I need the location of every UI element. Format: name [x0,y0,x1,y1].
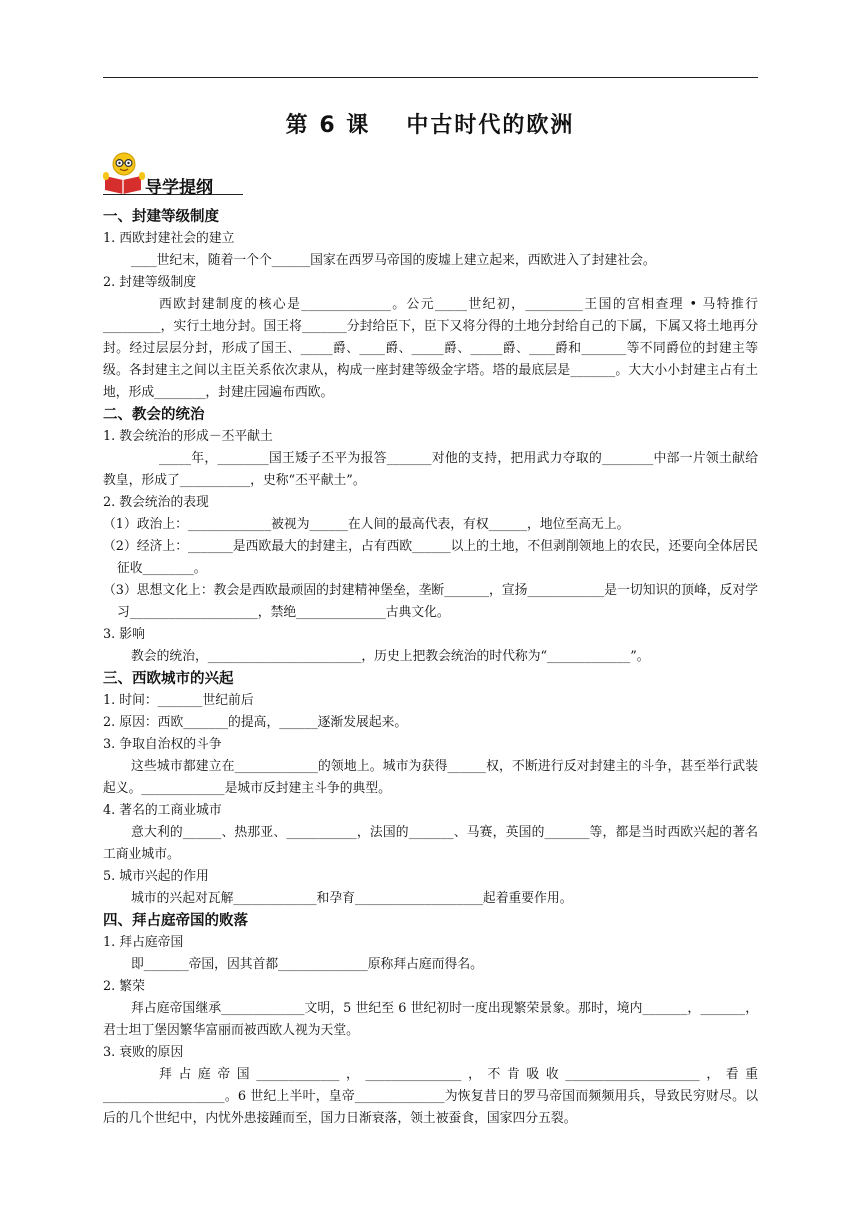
student-reading-book-icon [103,152,149,198]
subheading: 4. 著名的工商业城市 [103,803,222,818]
lesson-number: 第 6 课 [285,113,371,138]
fill-in-paragraph: 拜占庭帝国继承_____________文明，5 世纪至 6 世纪初时一度出现繁荣景象。那时，境内_______，_______，君士坦丁堡因繁华富丽而被西欧人视为天堂。 [103,1001,758,1038]
subheading: 2. 教会统治的表现 [103,495,209,510]
fill-in-paragraph: _____年，________国王矮子丕平为报答_______对他的支持，把用武力夺取的________中部一片领土献给教皇，形成了___________，史称“丕平献土”。 [103,451,758,488]
subheading: 1. 西欧封建社会的建立 [103,231,235,246]
fill-in-paragraph: （2）经济上：_______是西欧最大的封建主，占有西欧______以上的土地，不但剥削领地上的农民，还要向全体居民征收________。 [103,539,758,576]
subheading: 3. 影响 [103,627,145,642]
subheading: 1. 教会统治的形成－丕平献土 [103,429,273,444]
section-heading: 三、西欧城市的兴起 [103,671,234,687]
page-title [0,108,860,139]
section-heading: 一、封建等级制度 [103,209,219,225]
worksheet-body [103,206,758,1130]
subheading: 3. 争取自治权的斗争 [103,737,222,752]
fill-in-paragraph: （1）政治上：_____________被视为______在人间的最高代表，有权______，地位至高无上。 [103,517,630,532]
fill-in-paragraph: 这些城市都建立在_____________的领地上。城市为获得______权，不断进行反对封建主的斗争，甚至举行武装起义。_____________是城市反封建主斗争的典型。 [103,759,758,796]
fill-in-paragraph: （3）思想文化上：教会是西欧最顽固的封建精神堡垒，垄断_______，宣扬____________是一切知识的顶峰，反对学习____________________，禁绝______________古典文化。 [103,583,758,620]
subheading: 2. 封建等级制度 [103,275,197,290]
fill-in-paragraph: 城市的兴起对瓦解_____________和孕育____________________起着重要作用。 [131,891,573,906]
subheading: 5. 城市兴起的作用 [103,869,209,884]
fill-in-paragraph: 拜占庭帝国_____________，_______________，不肯吸收_____________________，看重___________________。6 世纪上半叶，皇帝______________为恢复昔日的罗马帝国而频频用兵，导致民穷财尽。以后的几个世纪中，内忧外患接踵而至，国力日渐衰落，领土被蚕食，国家四分五裂。 [103,1067,758,1126]
fill-in-paragraph: 2. 原因：西欧_______的提高，______逐渐发展起来。 [103,715,408,730]
section-banner-label: 导学提纲 [145,178,213,198]
section-heading: 四、拜占庭帝国的败落 [103,913,248,929]
subheading: 3. 衰败的原因 [103,1045,184,1060]
fill-in-paragraph: 1. 时间：_______世纪前后 [103,693,254,708]
fill-in-paragraph: ____世纪末，随着一个个______国家在西罗马帝国的废墟上建立起来，西欧进入了封建社会。 [131,253,656,268]
fill-in-paragraph: 意大利的______、热那亚、___________，法国的_______、马赛，英国的_______等，都是当时西欧兴起的著名工商业城市。 [103,825,758,862]
header-rule [103,77,758,78]
fill-in-paragraph: 西欧封建制度的核心是______________。公元_____世纪初，_________王国的宫相查理 • 马特推行_________，实行土地分封。国王将_______分封给臣下，臣下又将分得的土地分封给自己的下属，下属又将土地再分封。经过层层分封，形成了国王、_____爵、____爵、_____爵、_____爵、____爵和_______等不同爵位的封建主等级。各封建主之间以主臣关系依次隶从，构成一座封建等级金字塔。塔的最底层是_______。大大小小封建主占有土地，形成________，封建庄园遍布西欧。 [103,297,758,400]
fill-in-paragraph: 即_______帝国，因其首都______________原称拜占庭而得名。 [131,957,483,972]
section-heading: 二、教会的统治 [103,407,205,423]
fill-in-paragraph: 教会的统治，________________________，历史上把教会统治的时代称为“_____________”。 [131,649,650,664]
subheading: 1. 拜占庭帝国 [103,935,184,950]
section-banner [103,152,243,198]
lesson-name: 中古时代的欧洲 [406,113,575,138]
subheading: 2. 繁荣 [103,979,145,994]
